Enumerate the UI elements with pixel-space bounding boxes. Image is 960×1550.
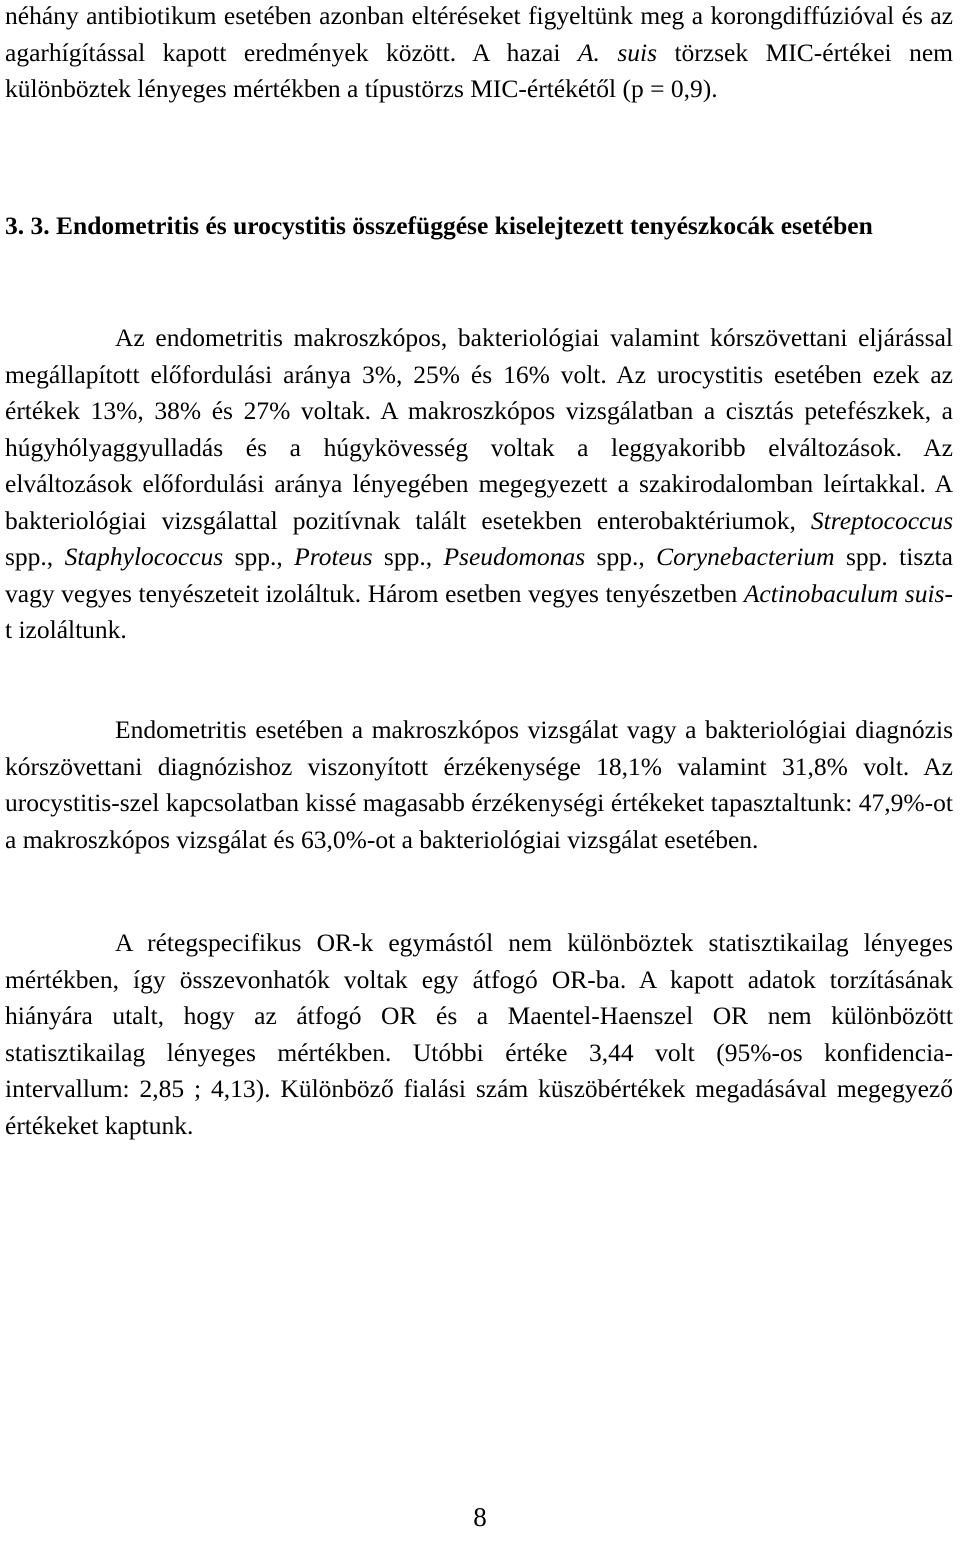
genus-streptococcus: Streptococcus	[810, 505, 953, 535]
genus-staphylococcus: Staphylococcus	[64, 542, 224, 571]
paragraph-odds-ratio: A rétegspecifikus OR-k egymástól nem különböztek statisztikailag lényeges mértékben, így összevonhatók voltak egy átfogó OR-ba. A kapott adatok torzításának hiányára utalt, hogy az átfogó OR és a Maentel-Haenszel OR nem különbözött statisztikailag lényeges mértékben. Utóbbi értéke 3,44 volt (95%-os konfidencia-intervallum: 2,85 ; 4,13). Különböző fialási szám küszöbértékek megadásával megegyező értékeket kaptunk.	[5, 928, 953, 1140]
paragraph-sensitivity: Endometritis esetében a makroszkópos vizsgálat vagy a bakteriológiai diagnózis kórszövettani diagnózishoz viszonyított érzékenysége 18,1% valamint 31,8% volt. Az urocystitis-szel kapcsolatban kissé magasabb érzékenységi értékeket tapasztaltunk: 47,9%-ot a makroszkópos vizsgálat és 63,0%-ot a bakteriológiai vizsgálat esetében.	[5, 715, 953, 854]
page-number: 8	[473, 1502, 487, 1532]
section-heading: 3. 3. Endometritis és urocystitis összefüggése kiselejtezett tenyészkocák esetében	[5, 211, 873, 240]
genus-pseudomonas: Pseudomonas	[443, 542, 586, 571]
species-name-italic: A. suis	[577, 37, 657, 67]
genus-corynebacterium: Corynebacterium	[656, 542, 835, 571]
genus-proteus: Proteus	[294, 542, 373, 571]
paragraph-prevalence: Az endometritis makroszkópos, bakteriológiai valamint kórszövettani eljárással megállapított előfordulási aránya 3%, 25% és 16% volt. Az urocystitis esetében ezek az értékek 13%, 38% és 27% voltak. A makroszkópos vizsgálatban a cisztás petefészkek, a húgyhólyaggyulladás és a húgykövesség voltak a leggyakoribb elváltozások. Az elváltozások előfordulási aránya lényegében megegyezett a szakirodalomban leírtakkal. A bakteriológiai vizsgálattal pozitívnak talált esetekben enterobaktériumok, Streptococcus spp., Staphylococcus spp., Proteus spp., Pseudomonas spp., Corynebacterium spp. tiszta vagy vegyes tenyészeteit izoláltuk. Három esetben vegyes tenyészetben Actinobaculum suis-t izoláltunk.	[5, 323, 953, 644]
species-actinobaculum-suis: Actinobaculum suis	[743, 578, 945, 608]
paragraph-mic-results: néhány antibiotikum esetében azonban eltéréseket figyeltünk meg a korongdiffúzióval és az agarhígítással kapott eredmények között. A hazai A. suis törzsek MIC-értékei nem különböztek lényeges mértékben a típustörzs MIC-értékétől (p = 0,9).	[5, 1, 953, 103]
